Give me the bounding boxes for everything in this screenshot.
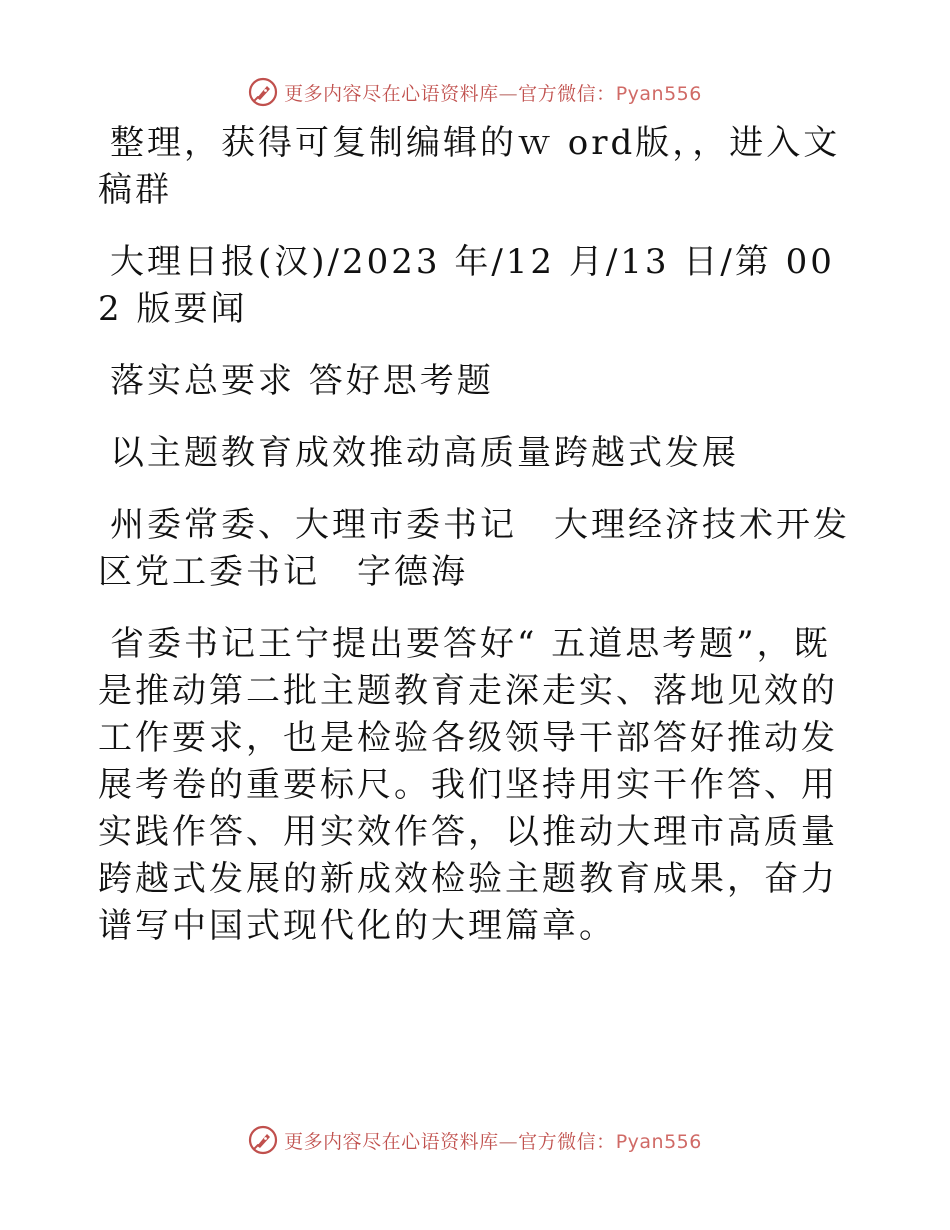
watermark-suffix: 官方微信： (518, 1130, 616, 1153)
header-watermark (0, 72, 950, 112)
watermark-main-text: 更多内容尽在心语资料库 (284, 1130, 499, 1153)
watermark-group (248, 77, 702, 107)
watermark-main-text: 更多内容尽在心语资料库 (284, 82, 499, 105)
watermark-text (284, 1127, 702, 1154)
source-line: 大理日报(汉)/2023 年/12 月/13 日/第 002 版要闻 (98, 242, 835, 329)
pen-nib-logo-icon (248, 77, 278, 107)
footer-watermark (0, 1120, 950, 1160)
watermark-dash: — (498, 1130, 519, 1153)
watermark-dash: — (498, 82, 519, 105)
watermark-text (284, 79, 702, 106)
article-kicker: 落实总要求 答好思考题 (110, 361, 494, 401)
intro-paragraph: 整理，获得可复制编辑的ｗ ord版，，进入文稿群 (98, 123, 841, 210)
watermark-wechat-id: Pyan556 (615, 1130, 702, 1153)
watermark-suffix: 官方微信： (518, 82, 616, 105)
author-line: 州委常委、大理市委书记 大理经济技术开发区党工委书记 字德海 (98, 505, 850, 592)
pen-nib-logo-icon (248, 1125, 278, 1155)
article-title: 以主题教育成效推动高质量跨越式发展 (110, 433, 739, 473)
document-body (98, 120, 850, 975)
watermark-group (248, 1125, 702, 1155)
body-paragraph: 省委书记王宁提出要答好“ 五道思考题”，既是推动第二批主题教育走深走实、落地见效的工作要求，也是检验各级领导干部答好推动发展考卷的重要标尺。我们坚持用实干作答、用实践作答、用实效作答，以推动大理市高质量跨越式发展的新成效检验主题教育成果，奋力谱写中国式现代化的大理篇章。 (98, 624, 838, 946)
watermark-wechat-id: Pyan556 (615, 82, 702, 105)
